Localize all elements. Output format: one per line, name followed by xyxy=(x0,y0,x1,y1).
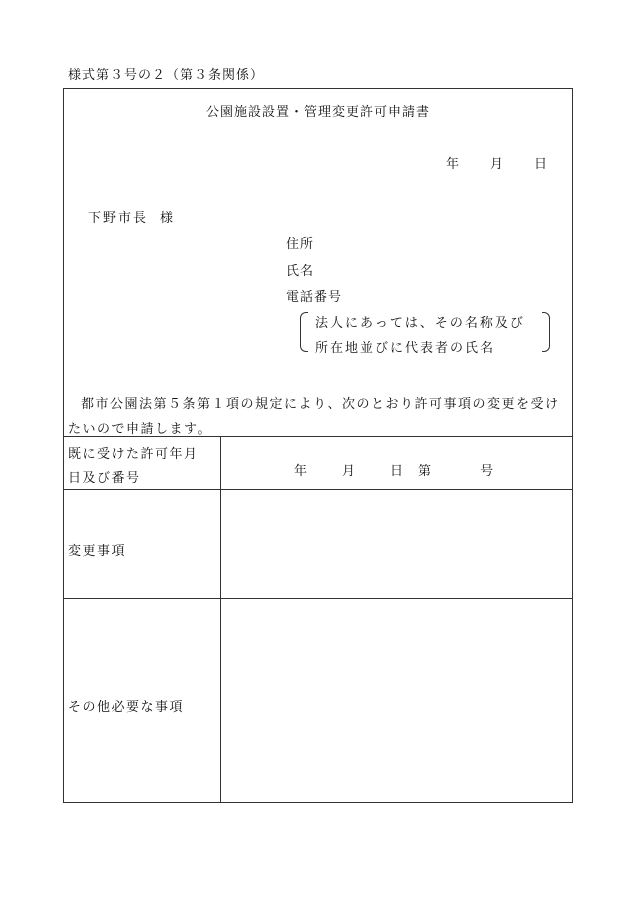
application-form xyxy=(63,88,573,803)
change-items-label: 変更事項 xyxy=(68,544,127,559)
permit-number-suffix: 号 xyxy=(480,464,495,479)
permit-number-prefix: 第 xyxy=(418,464,433,479)
form-number: 様式第３号の２（第３条関係） xyxy=(68,68,265,83)
table-row-divider xyxy=(64,598,572,599)
date-month-label: 月 xyxy=(489,157,504,172)
application-date xyxy=(446,153,548,172)
applicant-address-label: 住所 xyxy=(286,237,315,252)
previous-permit-label xyxy=(68,443,218,491)
corporation-note-line2: 所在地並びに代表者の氏名 xyxy=(315,341,496,356)
bracket-right xyxy=(542,312,550,352)
addressee xyxy=(88,207,175,226)
table-top-border xyxy=(64,436,572,437)
permit-month-label: 月 xyxy=(342,464,357,479)
application-statement: 都市公園法第５条第１項の規定により、次のとおり許可事項の変更を受けたいので申請します。 xyxy=(68,397,560,437)
permit-year-label: 年 xyxy=(294,464,309,479)
table-column-divider xyxy=(220,436,221,803)
other-items-label: その他必要な事項 xyxy=(68,700,185,715)
previous-permit-label-line1: 既に受けた許可年月 xyxy=(68,447,199,462)
permit-day-label: 日 xyxy=(390,464,405,479)
applicant-phone-label: 電話番号 xyxy=(286,290,343,305)
applicant-name-label: 氏名 xyxy=(286,264,315,279)
date-year-label: 年 xyxy=(445,157,460,172)
form-title: 公園施設設置・管理変更許可申請書 xyxy=(205,105,430,120)
corporation-note-line1: 法人にあっては、その名称及び xyxy=(315,316,525,331)
addressee-honorific: 様 xyxy=(160,211,176,226)
date-day-label: 日 xyxy=(533,157,548,172)
addressee-name: 下野市長 xyxy=(88,211,149,226)
previous-permit-value xyxy=(294,460,494,479)
bracket-left xyxy=(300,312,308,352)
corporation-note xyxy=(300,310,550,356)
previous-permit-label-line2: 日及び番号 xyxy=(68,471,141,486)
